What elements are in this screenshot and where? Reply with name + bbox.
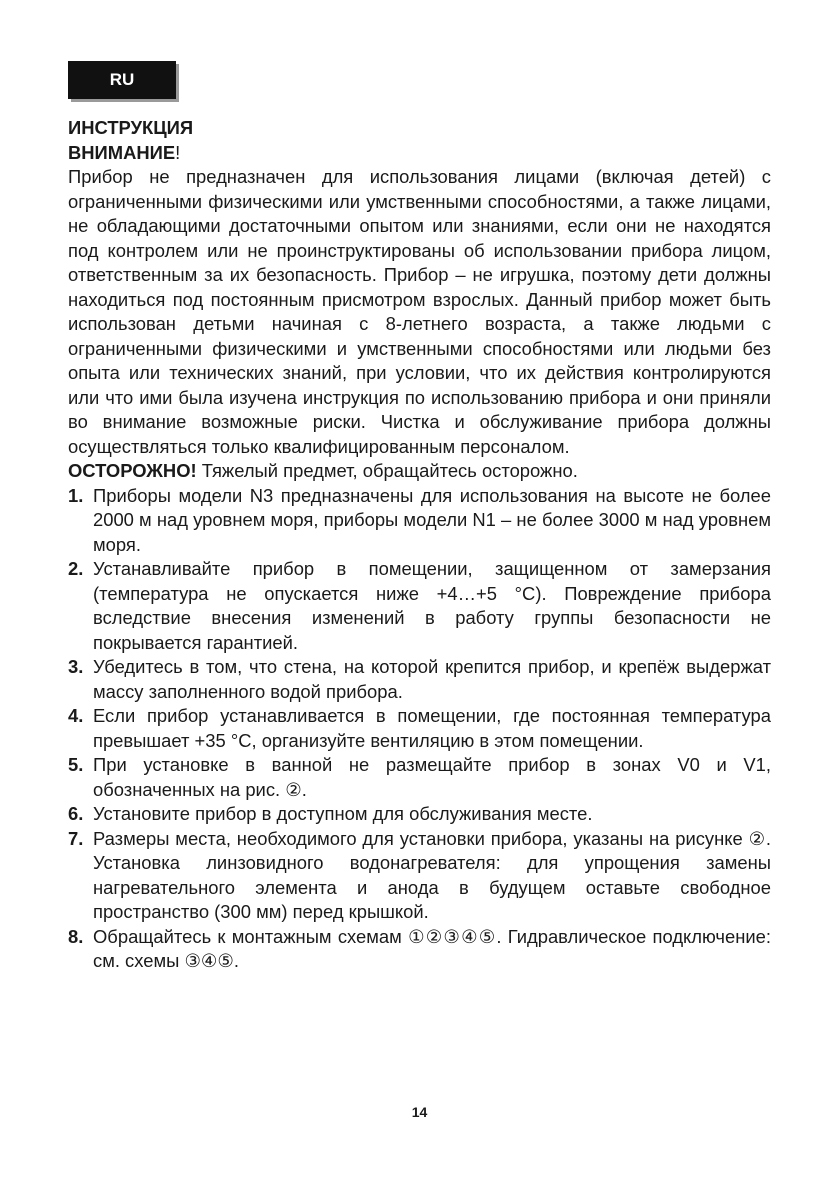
- item-number: 4.: [68, 705, 84, 726]
- list-item: [68, 557, 771, 655]
- list-item: [68, 827, 771, 925]
- list-item: [68, 925, 771, 974]
- intro-paragraph: Прибор не предназначен для использования лицами (включая детей) с ограниченными физическими или умственными способностями, а также лицами, не обладающими достаточными опытом или знаниями, если они не находятся под контролем или не проинструктированы об использовании прибора лицом, ответственным за их безопасность. Прибор – не игрушка, поэтому дети должны находиться под постоянным присмотром взрослых. Данный прибор может быть использован детьми начиная с 8-летнего возраста, а также людьми с ограниченными физическими и умственными способностями или людьми без опыта или технических знаний, при условии, что их действия контролируются или что ими была изучена инструкция по использованию прибора и они приняли во внимание возможные риски. Чистка и обслуживание прибора должны осуществляться только квалифицированным персоналом.: [68, 166, 771, 457]
- item-text: При установке в ванной не размещайте прибор в зонах V0 и V1, обозначенных на рис. ②.: [93, 754, 771, 800]
- attention-mark: !: [175, 141, 181, 163]
- list-item: [68, 802, 771, 827]
- item-number: 2.: [68, 558, 84, 579]
- caution-label: ОСТОРОЖНО!: [68, 460, 197, 481]
- item-text: Приборы модели N3 предназначены для использования на высоте не более 2000 м над уровнем моря, приборы модели N1 – не более 3000 м над уровнем моря.: [93, 484, 771, 555]
- item-text: Устанавливайте прибор в помещении, защищенном от замерзания (температура не опускается ниже +4…+5 °C). Повреждение прибора вследствие внесения изменений в работу группы безопасности не покрывается гарантией.: [93, 558, 771, 653]
- list-item: [68, 704, 771, 753]
- item-number: 1.: [68, 484, 84, 506]
- item-text: Убедитесь в том, что стена, на которой крепится прибор, и крепёж выдержат массу заполненного водой прибора.: [93, 656, 771, 702]
- page-number: 14: [411, 1104, 428, 1120]
- list-item: [68, 655, 771, 704]
- instruction-list: [68, 484, 771, 974]
- caution-text: Тяжелый предмет, обращайтесь осторожно.: [196, 460, 578, 481]
- list-item: [68, 753, 771, 802]
- caution-line: [68, 459, 771, 484]
- item-number: 5.: [68, 754, 84, 775]
- item-number: 6.: [68, 803, 84, 824]
- instruction-content: [68, 116, 771, 974]
- attention-label: ВНИМАНИЕ: [68, 141, 176, 163]
- item-text: Установите прибор в доступном для обслуживания месте.: [93, 803, 593, 824]
- item-number: 8.: [68, 925, 84, 947]
- language-badge: RU: [68, 61, 176, 99]
- item-number: 3.: [68, 656, 84, 677]
- list-item: [68, 484, 771, 558]
- item-text: Обращайтесь к монтажным схемам ①②③④⑤. Гидравлическое подключение: см. схемы ③④⑤.: [93, 925, 771, 971]
- item-number: 7.: [68, 827, 84, 849]
- document-heading: ИНСТРУКЦИЯ: [68, 117, 194, 138]
- attention-heading: [68, 141, 771, 166]
- item-text: Если прибор устанавливается в помещении, где постоянная температура превышает +35 °C, организуйте вентиляцию в этом помещении.: [93, 705, 771, 751]
- item-text: Размеры места, необходимого для установки прибора, указаны на рисунке ②. Установка линзовидного водонагревателя: для упрощения замены нагревательного элемента и анода в будущем оставьте свободное пространство (300 мм) перед крышкой.: [93, 827, 771, 922]
